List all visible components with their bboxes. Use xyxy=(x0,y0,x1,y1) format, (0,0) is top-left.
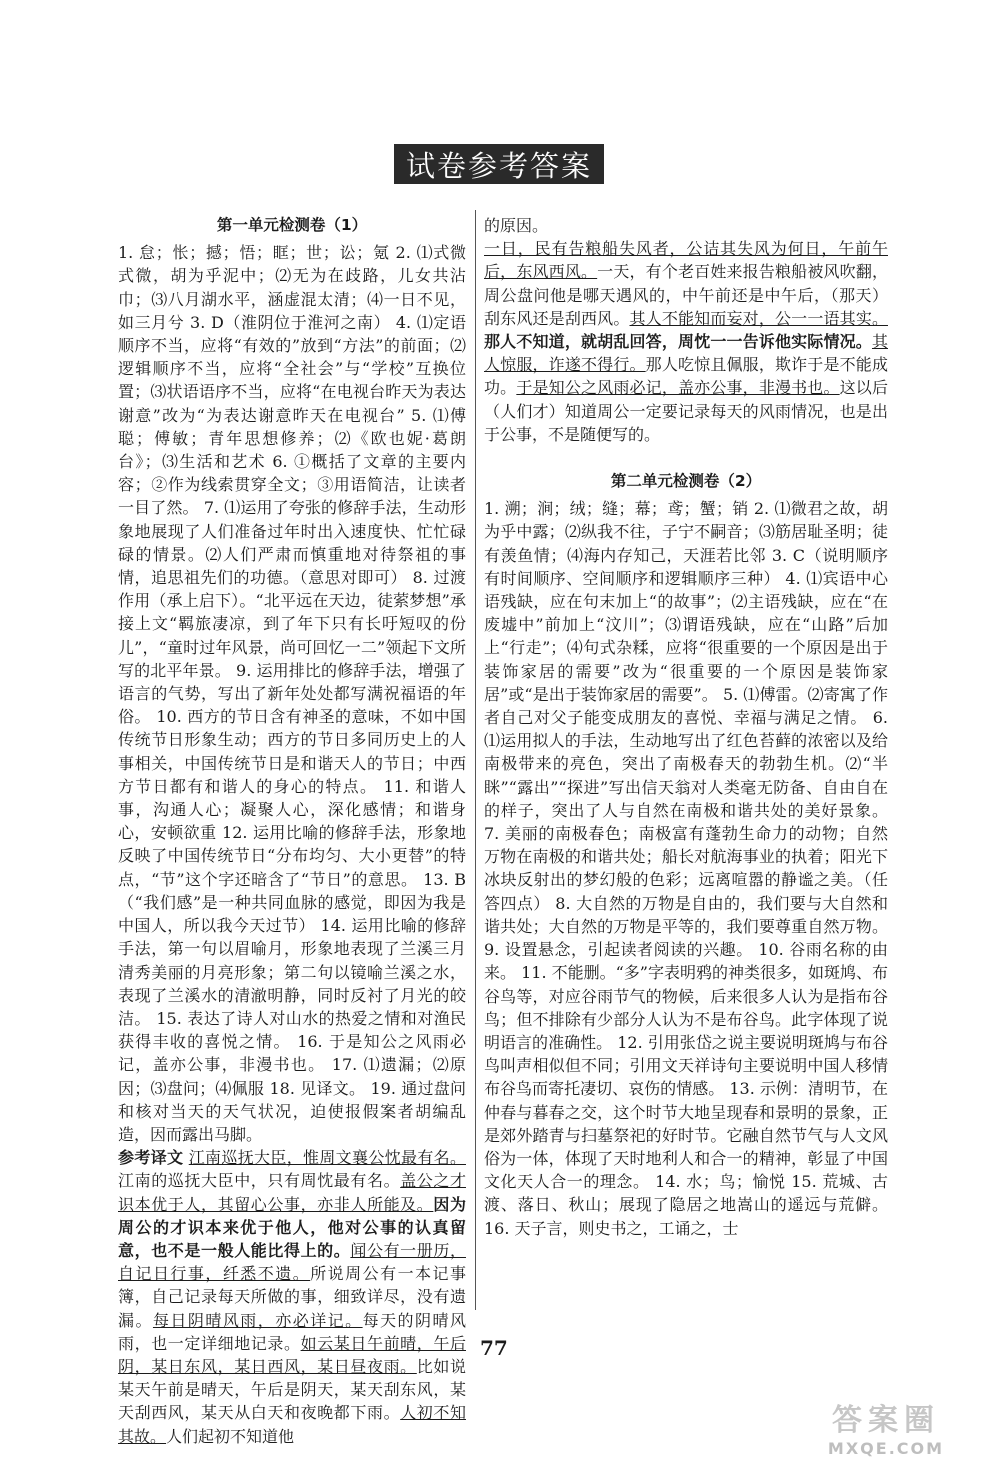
translation-modern-3: 所说周公有一本记事簿，自己记录每天所做的事，细致详尽，没有遗漏。 xyxy=(118,1264,466,1330)
watermark-top-text: 答案圈 xyxy=(832,1403,940,1438)
translation-original-6: 人初不知其故。 xyxy=(118,1403,466,1446)
section-heading-unit1: 第一单元检测卷（1） xyxy=(216,216,368,234)
page-title: 试卷参考答案 xyxy=(394,144,604,184)
translation-original-4: 每日阴晴风雨，亦必详记。 xyxy=(152,1310,363,1330)
translation-original-1: 江南巡抚大臣 xyxy=(188,1148,287,1168)
translation-original-5: 如云某日午前晴，午后阴，某日东风，某日西风，某日昼夜雨。 xyxy=(118,1333,466,1376)
watermark-url-text: MXQE.COM xyxy=(827,1439,945,1458)
translation2-modern-2: 那人不知道，就胡乱回答，周忱一一告诉他实际情况。 xyxy=(484,332,872,352)
translation2-modern-1: 一天，有个老百姓来报告粮船被风吹翻，周公盘问他是哪天遇风的，中午前还是中午后，（那天）刮东风还是刮西风。 xyxy=(484,262,888,328)
translation2-modern-4: 这以后（人们才）知道周公一定要记录每天的风雨情况，也是出于公事，不是随便写的。 xyxy=(484,378,888,444)
section-gap xyxy=(484,446,888,470)
translation-modern-4: 每天的阴晴风雨，也一定详细地记录。 xyxy=(118,1310,466,1353)
translation2-original-2: 其人不能知而妄对，公一一语其实。 xyxy=(629,308,888,328)
translation-modern-6: 人们起初不知道他 xyxy=(166,1426,295,1446)
translation2-original-4: 于是知公之风雨必记，盖亦公事，非漫书也。 xyxy=(516,378,840,398)
translation-paragraph xyxy=(118,1146,466,1448)
left-column xyxy=(118,214,466,1448)
translation-modern-5: 比如说某天午前是晴天，午后是阴天，某天刮东风，某天刮西风，某天从白天和夜晚都下雨。 xyxy=(118,1356,466,1423)
translation-original-2: 盖公之才识本优于人，其留心公事，亦非人所能及。 xyxy=(118,1171,466,1214)
translation2-modern-3: 那人吃惊且佩服，欺诈于是不能成功。 xyxy=(484,355,888,398)
watermark-logo xyxy=(786,1395,986,1465)
answers-unit2: 1. 溯；涧；绒；缝；幕；鸢；蟹；销 2. ⑴微君之故，胡为乎中露；⑵纵我不往，子宁不嗣音；⑶筋居耻圣明；徒有羡鱼情；⑷海内存知己，天涯若比邻 3. C（说明顺序有时间顺序、空间顺序和逻辑顺序三种） 4. ⑴宾语中心语残缺，应在句末加上“的故事”；⑵主语残缺，应在“在废墟中”前加上“汶川”；⑶谓语残缺，应在“山路”后加上“行走”；⑷句式杂糅，应将“很重要的一个原因是出于装饰家居的需要”改为“很重要的一个原因是装饰家居”或“是出于装饰家居的需要”。 5. ⑴傅雷。⑵寄寓了作者自己对父子能变成朋友的喜悦、幸福与满足之情。 6. ⑴运用拟人的手法，生动地写出了红色苔藓的浓密以及给南极带来的亮色，突出了南极春天的勃勃生机。⑵“半眯”“露出”“探进”写出信天翁对人类毫无防备、自由自在的样子，突出了人与自然在南极和谐共处的美好景象。 7. 美丽的南极春色；南极富有蓬勃生命力的动物；自然万物在南极的和谐共处；船长对航海事业的执着；阳光下冰块反射出的梦幻般的色彩；远离喧嚣的静谧之美。（任答四点） 8. 大自然的万物是自由的，我们要与大自然和谐共处；大自然的万物是平等的，我们要尊重自然万物。 9. 设置悬念，引起读者阅读的兴趣。 10. 谷雨名称的由来。 11. 不能删。“多”字表明鸦的神类很多，如斑鸠、布谷鸟等，对应谷雨节气的物候，后来很多人认为是指布谷鸟；但不排除有少部分人认为不是布谷鸟。此字体现了说明语言的准确性。 12. 引用张岱之说主要说明斑鸠与布谷鸟叫声相似但不同；引用文天祥诗句主要说明中国人移情布谷鸟而寄托凄切、哀伤的情感。 13. 示例：清明节，在仲春与暮春之交，这个时节大地呈现春和景明的景象，正是郊外踏青与扫墓祭祀的好时节。它融自然节气与人文风俗为一体，体现了天时地利人和合一的精神，彰显了中国文化天人合一的理念。 14. 水；鸟；愉悦 15. 荒城、古渡、落日、秋山；展现了隐居之地嵩山的遥远与荒僻。 16. 天子言，则史书之，工诵之，士 xyxy=(484,499,888,1238)
right-column xyxy=(484,214,888,1240)
answers-unit1: 1. 怠；怅；撼；悟；眶；世；讼；氪 2. ⑴式微式微，胡为乎泥中；⑵无为在歧路，儿女共沾巾；⑶八月湖水平，涵虚混太清；⑷一日不见，如三月兮 3. D（淮阴位于淮河之南） 4. ⑴定语顺序不当，应将“有效的”放到“方法”的前面；⑵逻辑顺序不当，应将“全社会”与“学校”互换位置；⑶状语语序不当，应将“在电视台昨天为表达谢意”改为“为表达谢意昨天在电视台” 5. ⑴傅聪；傅敏；青年思想修养；⑵《欧也妮·葛朗台》；⑶生活和艺术 6. ①概括了文章的主要内容；②作为线索贯穿全文；③用语简洁，让读者一目了然。 7. ⑴运用了夸张的修辞手法，生动形象地展现了人们准备过年时出入速度快、忙忙碌碌的情景。⑵人们严肃而慎重地对待祭祖的事情，追思祖先们的功德。（意思对即可） 8. 过渡作用（承上启下）。“北平远在天边，徒萦梦想”承接上文“羁旅凄凉，到了年下只有长吁短叹的份儿”，“童时过年风景，尚可回忆一二”领起下文所写的北平年景。 9. 运用排比的修辞手法，增强了语言的气势，写出了新年处处都写满祝福语的年俗。 10. 西方的节日含有神圣的意味，不如中国传统节日形象生动；西方的节日多同历史上的人事相关，中国传统节日是和谐天人的节日；中西方节日都有和谐人的身心的特点。 11. 和谐人事，沟通人心；凝聚人心，深化感情；和谐身心，安顿欲重 12. 运用比喻的修辞手法，形象地反映了中国传统节日“分布均匀、大小更替”的特点，“节”这个字还暗含了“节日”的意思。 13. B（“我们感”是一种共同血脉的感觉，即因为我是中国人，所以我今天过节） 14. 运用比喻的修辞手法，第一句以眉喻月，形象地表现了兰溪三月清秀美丽的月亮形象；第二句以镜喻兰溪之水，表现了兰溪水的清澈明静，同时反衬了月光的皎洁。 15. 表达了诗人对山水的热爱之情和对渔民获得丰收的喜悦之情。 16. 于是知公之风雨必记，盖亦公事，非漫书也。 17. ⑴遗漏；⑵原因；⑶盘问；⑷佩服 18. 见译文。 19. 通过盘问和核对当天的天气状况，迫使报假案者胡编乱造，因而露出马脚。 xyxy=(118,243,466,1144)
section-heading-unit2: 第二单元检测卷（2） xyxy=(610,472,762,491)
translation2-original-1: 一日，民有告粮船失风者，公诘其失风为何日，午前午后，东风西风。 xyxy=(484,239,888,282)
page-number: 77 xyxy=(480,1336,508,1360)
translation-original-3: 闻公有一册历，自记日行事，纤悉不遗。 xyxy=(118,1240,466,1284)
translation-modern-1: 江南的巡抚大臣中，只有周忱最有名。 xyxy=(118,1171,401,1191)
translation-label: 参考译文 xyxy=(118,1148,184,1168)
translation-modern-2: 因为周公的才识本来优于他人，他对公事的认真留意，也不是一般人能比得上的。 xyxy=(118,1194,466,1260)
translation-original-1b: ，惟周文襄公忱最有名。 xyxy=(286,1148,466,1168)
translation-continued: 的原因。 xyxy=(484,216,549,235)
column-divider xyxy=(475,210,476,1310)
translation-paragraph-2 xyxy=(484,237,888,446)
translation2-original-3: 其人惊服，诈遂不得行。 xyxy=(484,332,888,375)
